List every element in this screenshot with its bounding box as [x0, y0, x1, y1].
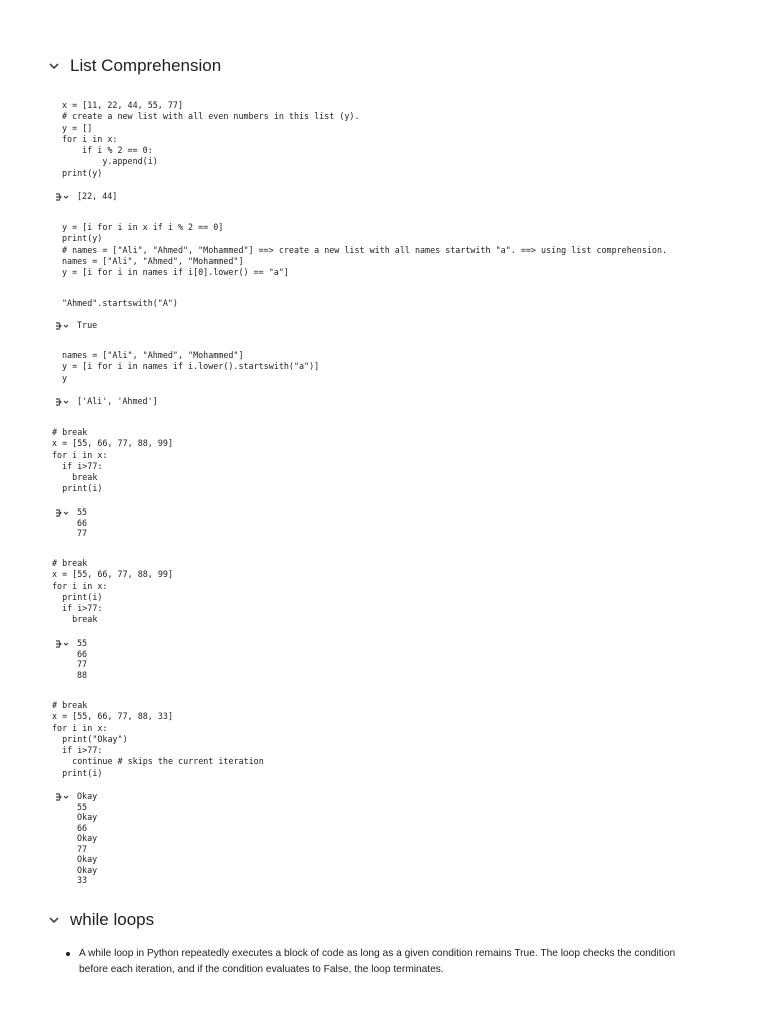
bullet-text: A while loop in Python repeatedly executes a block of code as long as a given condition remains True. The loop checks the condition before each iteration, and if the condition evaluates to False, the loop terminates.	[79, 948, 676, 975]
output-toggle-icon[interactable]	[55, 639, 69, 649]
chevron-down-icon[interactable]	[47, 913, 61, 927]
output-text: 55 66 77	[77, 507, 88, 538]
cell-output	[55, 638, 87, 680]
output-toggle-icon[interactable]	[55, 792, 69, 802]
bullet-item	[66, 946, 706, 978]
cell-output	[55, 507, 87, 539]
code-cell[interactable]: x = [11, 22, 44, 55, 77] # create a new list with all even numbers in this list (y). y = [] for i in x: if i % 2 == 0: y.append(i) print(y)	[62, 100, 360, 178]
code-cell[interactable]: # break x = [55, 66, 77, 88, 99] for i in x: print(i) if i>77: break	[52, 558, 174, 625]
output-toggle-icon[interactable]	[55, 321, 69, 331]
output-text: ['Ali', 'Ahmed']	[77, 396, 158, 406]
output-toggle-icon[interactable]	[55, 192, 69, 202]
code-cell[interactable]: # break x = [55, 66, 77, 88, 99] for i in x: if i>77: break print(i)	[52, 427, 174, 494]
chevron-down-icon[interactable]	[47, 59, 61, 73]
cell-output	[55, 396, 158, 407]
section-header-while-loops[interactable]	[47, 910, 154, 930]
output-text: True	[77, 320, 98, 330]
output-toggle-icon[interactable]	[55, 508, 69, 518]
section-title: List Comprehension	[70, 56, 222, 75]
section-header-list-comprehension[interactable]	[47, 56, 221, 76]
cell-output	[55, 191, 117, 202]
bullet-dot	[66, 952, 70, 956]
code-cell[interactable]: "Ahmed".startswith("A")	[62, 298, 178, 308]
cell-output	[55, 791, 97, 886]
output-text: [22, 44]	[77, 191, 118, 201]
code-cell[interactable]: names = ["Ali", "Ahmed", "Mohammed"] y = [i for i in names if i.lower().startswith("a")] y	[62, 350, 320, 383]
output-text: 55 66 77 88	[77, 638, 88, 680]
cell-output	[55, 320, 97, 331]
code-cell[interactable]: # break x = [55, 66, 77, 88, 33] for i in x: print("Okay") if i>77: continue # skips the current iteration print(i)	[52, 700, 264, 778]
output-toggle-icon[interactable]	[55, 397, 69, 407]
output-text: Okay 55 Okay 66 Okay 77 Okay Okay 33	[77, 791, 98, 885]
section-title: while loops	[70, 910, 155, 929]
code-cell[interactable]: y = [i for i in x if i % 2 == 0] print(y) # names = ["Ali", "Ahmed", "Mohammed"] ==> create a new list with all names startwith "a". ==> using list comprehension. names = ["Ali", "Ahmed", "Mohammed"] y = [i for i in names if i[0].lower() == "a"]	[62, 222, 668, 278]
